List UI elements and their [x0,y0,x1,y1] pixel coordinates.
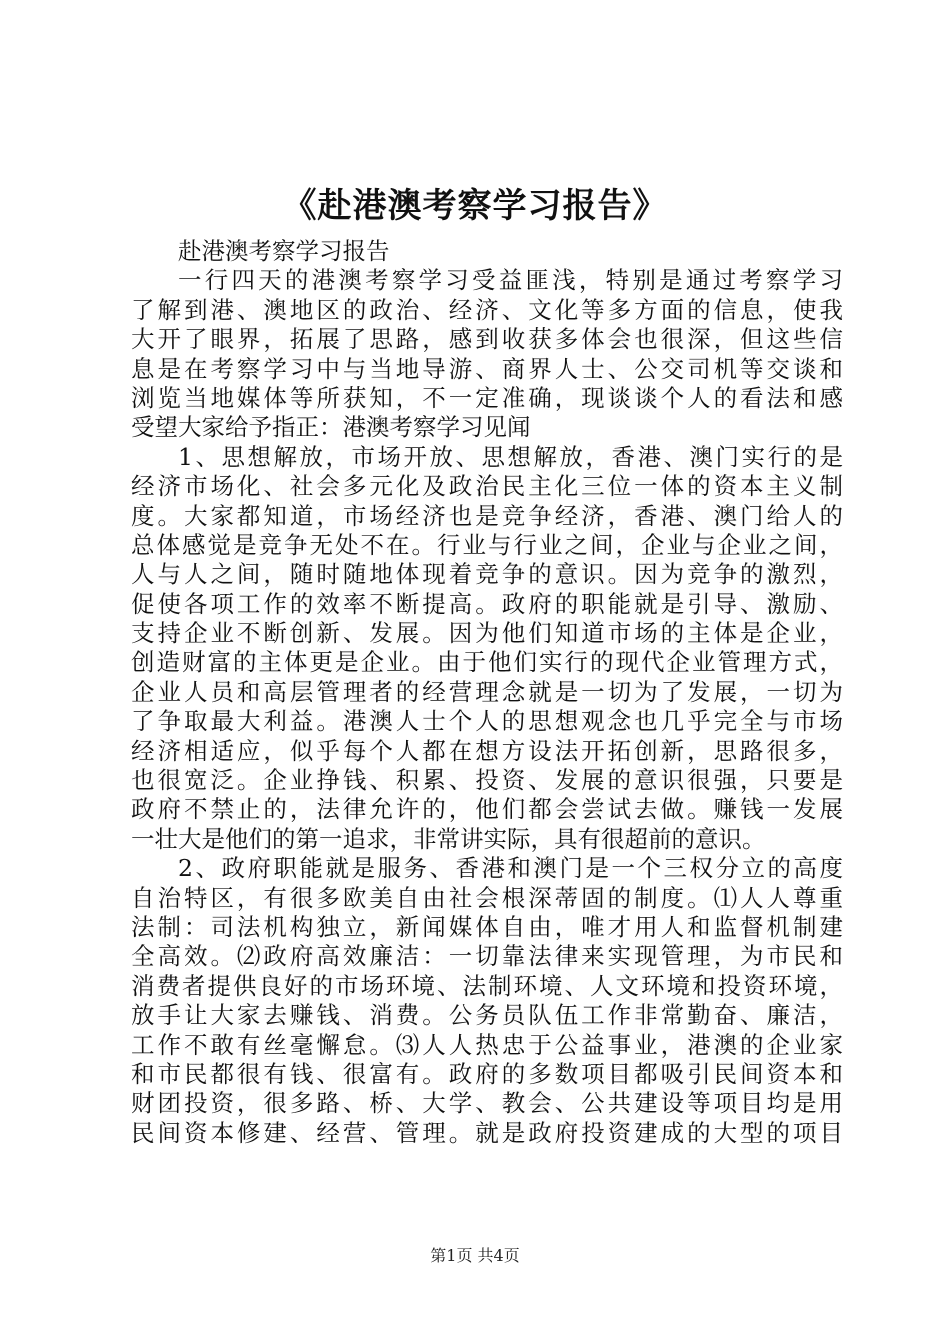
text-line: 全高效。⑵政府高效廉洁：一切靠法律来实现管理，为市民和 [131,942,843,971]
text-line: 2、政府职能就是服务、香港和澳门是一个三权分立的高度 [178,854,843,883]
text-line: 自治特区，有很多欧美自由社会根深蒂固的制度。⑴人人尊重 [131,883,843,912]
text-line: 经济相适应，似乎每个人都在想方设法开拓创新，思路很多， [131,736,843,765]
text-line: 了解到港、澳地区的政治、经济、文化等多方面的信息，使我 [131,295,843,324]
document-title: 《赴港澳考察学习报告》 [282,186,668,226]
text-line: 创造财富的主体更是企业。由于他们实行的现代企业管理方式， [131,648,843,677]
text-line: 受望大家给予指正：港澳考察学习见闻 [131,413,531,442]
text-line: 企业人员和高层管理者的经营理念就是一切为了发展，一切为 [131,677,843,706]
text-line: 工作不敢有丝毫懈怠。⑶人人热忠于公益事业，港澳的企业家 [131,1030,843,1059]
text-line: 和市民都很有钱、很富有。政府的多数项目都吸引民间资本和 [131,1059,843,1088]
text-line: 政府不禁止的，法律允许的，他们都会尝试去做。赚钱一发展 [131,795,843,824]
text-line: 也很宽泛。企业挣钱、积累、投资、发展的意识很强，只要是 [131,766,843,795]
document-body [131,237,843,1148]
page-number-footer: 第1页 共4页 [430,1246,520,1265]
text-line: 了争取最大利益。港澳人士个人的思想观念也几乎完全与市场 [131,707,843,736]
text-line: 支持企业不断创新、发展。因为他们知道市场的主体是企业， [131,619,843,648]
text-line: 促使各项工作的效率不断提高。政府的职能就是引导、激励、 [131,589,843,618]
text-line: 一行四天的港澳考察学习受益匪浅，特别是通过考察学习 [178,266,843,295]
text-line: 度。大家都知道，市场经济也是竞争经济，香港、澳门给人的 [131,501,843,530]
text-line: 浏览当地媒体等所获知，不一定准确，现谈谈个人的看法和感 [131,383,843,412]
text-line: 财团投资，很多路、桥、大学、教会、公共建设等项目均是用 [131,1089,843,1118]
text-line: 大开了眼界，拓展了思路，感到收获多体会也很深，但这些信 [131,325,843,354]
text-line: 消费者提供良好的市场环境、法制环境、人文环境和投资环境， [131,971,843,1000]
text-line: 人与人之间，随时随地体现着竞争的意识。因为竞争的激烈， [131,560,843,589]
text-line: 一壮大是他们的第一追求，非常讲实际，具有很超前的意识。 [131,824,766,853]
text-line: 经济市场化、社会多元化及政治民主化三位一体的资本主义制 [131,472,843,501]
text-line: 息是在考察学习中与当地导游、商界人士、公交司机等交谈和 [131,354,843,383]
subtitle-line: 赴港澳考察学习报告 [178,237,390,265]
text-line: 放手让大家去赚钱、消费。公务员队伍工作非常勤奋、廉洁， [131,1001,843,1030]
text-line: 总体感觉是竞争无处不在。行业与行业之间，企业与企业之间， [131,530,843,559]
text-line: 1、思想解放，市场开放、思想解放，香港、澳门实行的是 [178,442,843,471]
text-line: 民间资本修建、经营、管理。就是政府投资建成的大型的项目 [131,1118,843,1147]
text-line: 法制：司法机构独立，新闻媒体自由，唯才用人和监督机制建 [131,912,843,941]
